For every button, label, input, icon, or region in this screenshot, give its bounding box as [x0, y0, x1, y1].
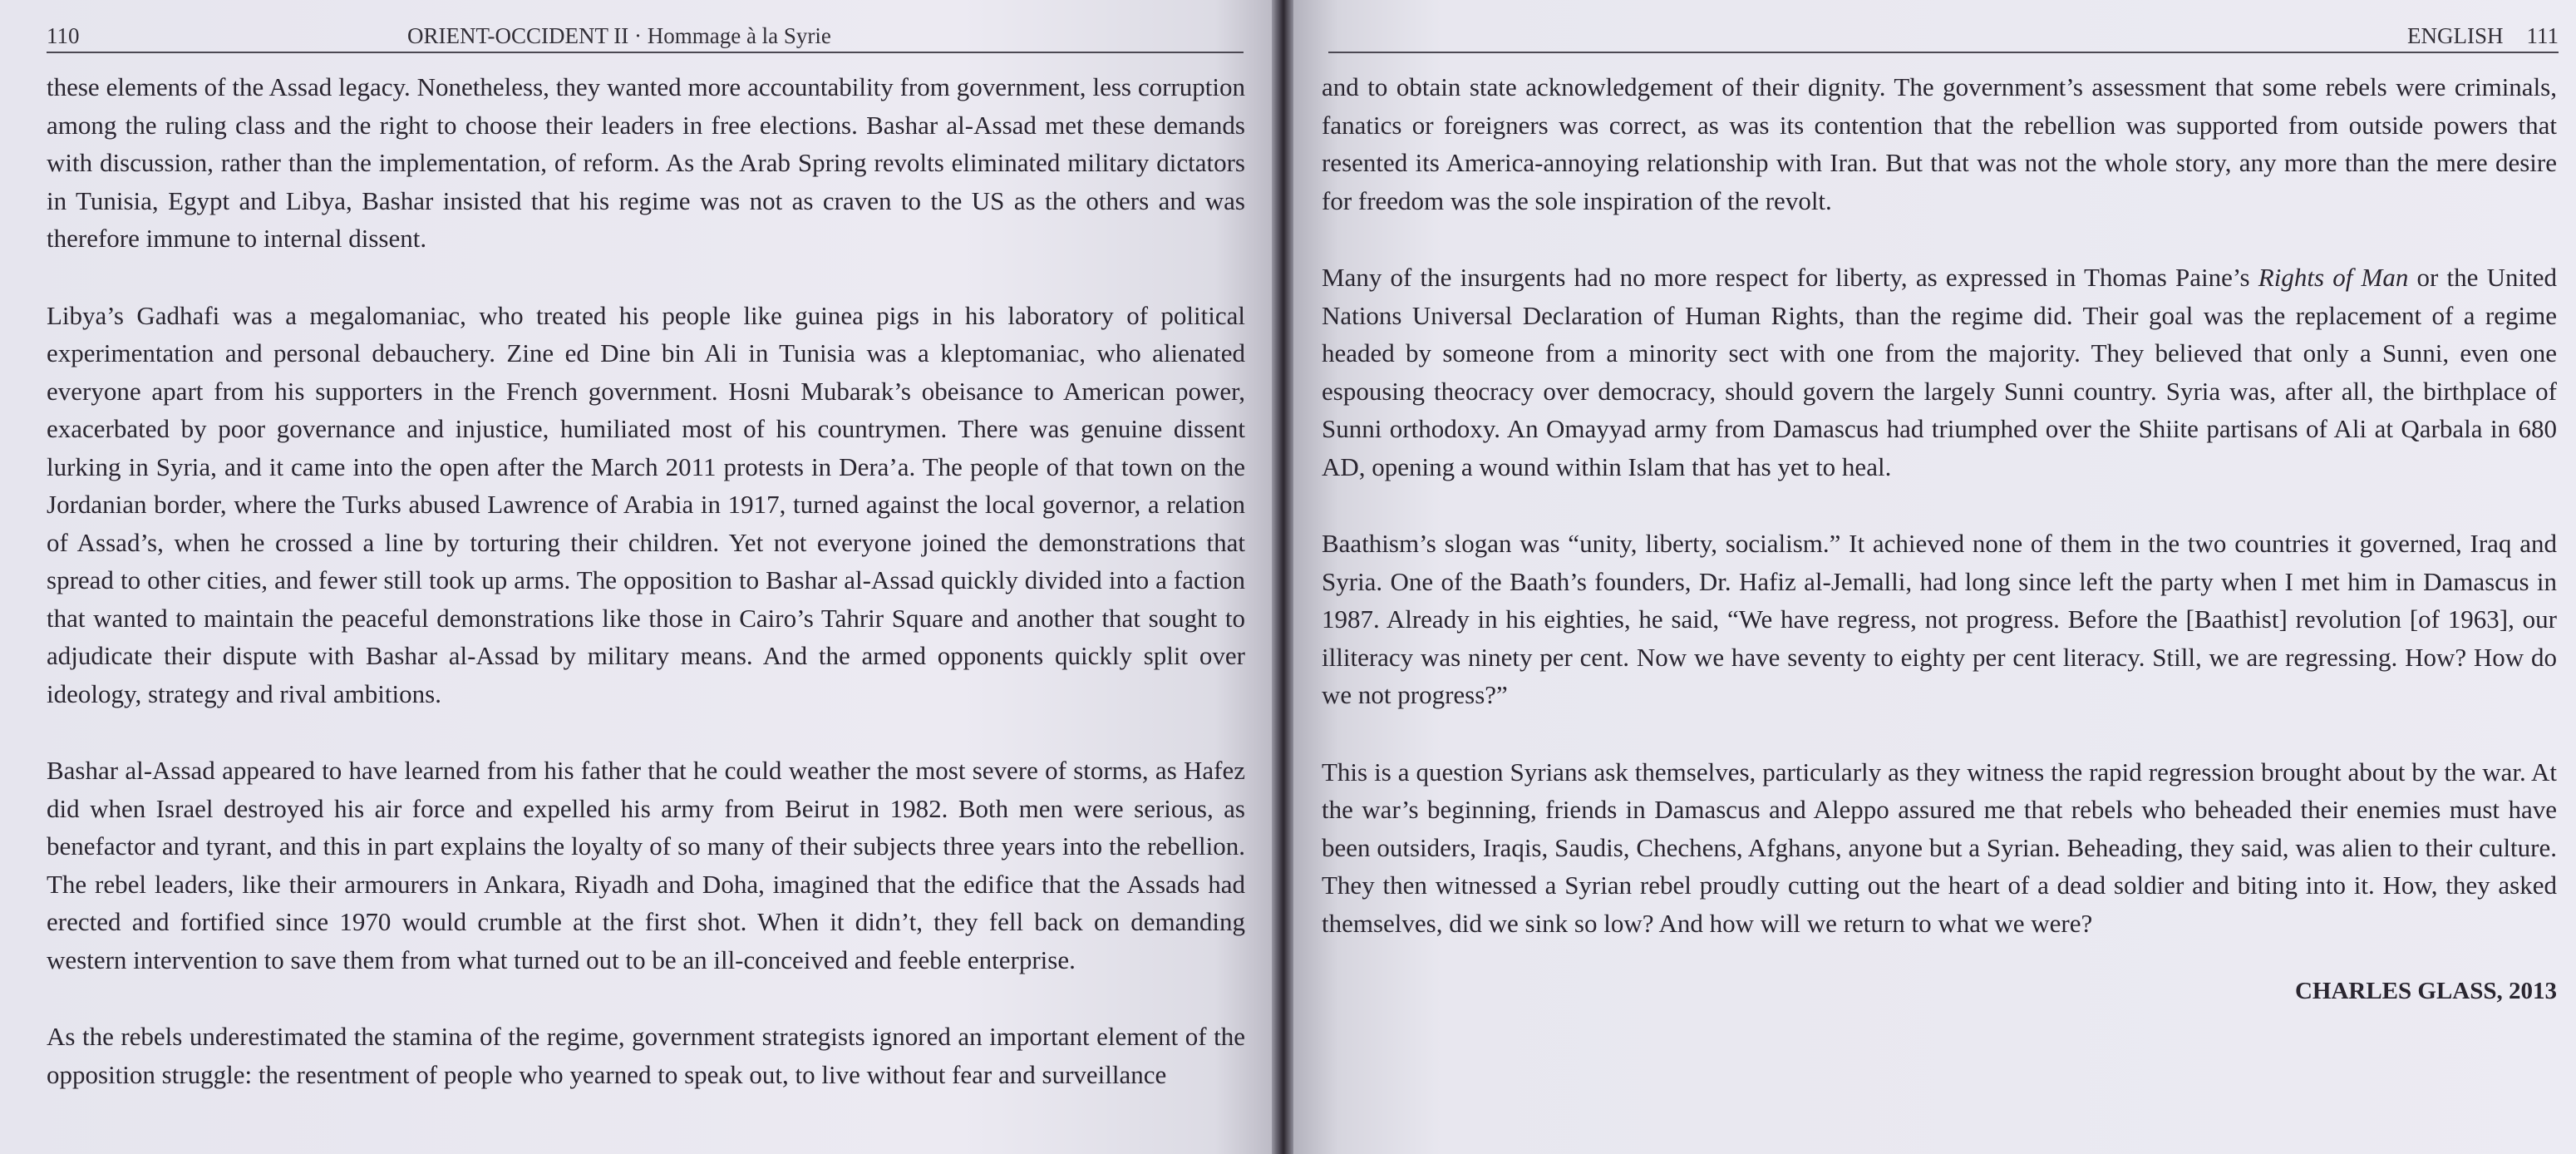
- left-paragraph: As the rebels underestimated the stamina of the regime, government strategists ignored an important element of the opposition struggle: the resentment of people who yearned to speak out, to live without fear and surveillance: [47, 1022, 1245, 1089]
- left-body-text: [47, 68, 1245, 1132]
- right-page-number: 111: [2526, 23, 2559, 48]
- right-page: [1287, 0, 2576, 1154]
- book-gutter: [1272, 0, 1293, 1154]
- right-body-text: [1322, 68, 2557, 1011]
- left-running-title: ORIENT-OCCIDENT II · Hommage à la Syrie: [407, 23, 831, 48]
- right-paragraph-1: and to obtain state acknowledgement of their dignity. The government’s assessment that some rebels were criminals, fanatics or foreigners was correct, as was its contention that the rebellion was supported from outside powers that resented its America-annoying relationship with Iran. But that was not the whole story, any more than the mere desire for freedom was the sole inspiration of the revolt.: [1322, 72, 2557, 215]
- left-page: [0, 0, 1278, 1154]
- right-paragraph-2: [1322, 259, 2557, 486]
- author-signature: CHARLES GLASS, 2013: [2294, 978, 2557, 1004]
- left-paragraph: these elements of the Assad legacy. Nonetheless, they wanted more accountability from government, less corruption among the ruling class and the right to choose their leaders in free elections. Bashar al-Assad met these demands with discussion, rather than the implementation, of reform. As the Arab Spring revolts eliminated military dictators in Tunisia, Egypt and Libya, Bashar insisted that his regime was not as craven to the US as the others and was therefore immune to internal dissent.: [47, 72, 1245, 253]
- right-running-head: [1328, 23, 2559, 53]
- paragraph-text: or the United Nations Universal Declaration of Human Rights, than the regime did. Their goal was the replacement of a regime headed by someone from a minority sect with one from the majority. They believed that only a Sunni, even one espousing theocracy over democracy, should govern the largely Sunni country. Syria was, after all, the birthplace of Sunni orthodoxy. An Omayyad army from Damascus had triumphed over the Shiite partisans of Ali at Qarbala in 680 AD, opening a wound within Islam that has yet to heal.: [1322, 263, 2557, 481]
- right-paragraph-3: Baathism’s slogan was “unity, liberty, socialism.” It achieved none of them in the two countries it governed, Iraq and Syria. One of the Baath’s founders, Dr. Hafiz al-Jemalli, had long since left the party when I met him in Damascus in 1987. Already in his eighties, he said, “We have regress, not progress. Before the [Baathist] revolution [of 1963], our illiteracy was ninety per cent. Now we have seventy to eighty per cent literacy. Still, we are regressing. How? How do we not progress?”: [1322, 529, 2557, 709]
- paragraph-text: Many of the insurgents had no more respect for liberty, as expressed in Thomas Paine’s: [1322, 263, 2258, 292]
- left-paragraph: Libya’s Gadhafi was a megalomaniac, who treated his people like guinea pigs in his laboratory of political experimentation and personal debauchery. Zine ed Dine bin Ali in Tunisia was a kleptomaniac, who alienated everyone apart from his supporters in the French government. Hosni Mubarak’s obeisance to American power, exacerbated by poor governance and injustice, humiliated most of his countrymen. There was genuine dissent lurking in Syria, and it came into the open after the March 2011 protests in Dera’a. The people of that town on the Jordanian border, where the Turks abused Lawrence of Arabia in 1917, turned against the local governor, a relation of Assad’s, when he crossed a line by torturing their children. Yet not everyone joined the demonstrations that spread to other cities, and fewer still took up arms. The opposition to Bashar al-Assad quickly divided into a faction that wanted to maintain the peaceful demonstrations like those in Cairo’s Tahrir Square and another that sought to adjudicate their dispute with Bashar al-Assad by military means. And the armed opponents quickly split over ideology, strategy and rival ambitions.: [47, 300, 1245, 708]
- book-title-italic: Rights of Man: [2258, 263, 2409, 292]
- right-header-text: [2407, 23, 2559, 49]
- left-running-head: [47, 23, 1244, 53]
- left-paragraph: Bashar al-Assad appeared to have learned from his father that he could weather the most severe of storms, as Hafez did when Israel destroyed his air force and expelled his army from Beirut in 1982. Both men were serious, as benefactor and tyrant, and this in part explains the loyalty of so many of their subjects three years into the rebellion. The rebel leaders, like their armourers in Ankara, Riyadh and Doha, imagined that the edifice that the Assads had erected and fortified since 1970 would crumble at the first shot. When it didn’t, they fell back on demanding western intervention to save them from what turned out to be an ill-conceived and feeble enterprise.: [47, 756, 1245, 974]
- right-paragraph-4: This is a question Syrians ask themselves, particularly as they witness the rapid regression brought about by the war. At the war’s beginning, friends in Damascus and Aleppo assured me that rebels who beheaded their enemies must have been outsiders, Iraqis, Saudis, Chechens, Afghans, anyone but a Syrian. Beheading, they said, was alien to their culture. They then witnessed a Syrian rebel proudly cutting out the heart of a dead soldier and biting into it. How, they asked themselves, did we sink so low? And how will we return to what we were?: [1322, 757, 2557, 938]
- right-running-title: ENGLISH: [2407, 23, 2504, 48]
- left-page-number: 110: [47, 23, 80, 48]
